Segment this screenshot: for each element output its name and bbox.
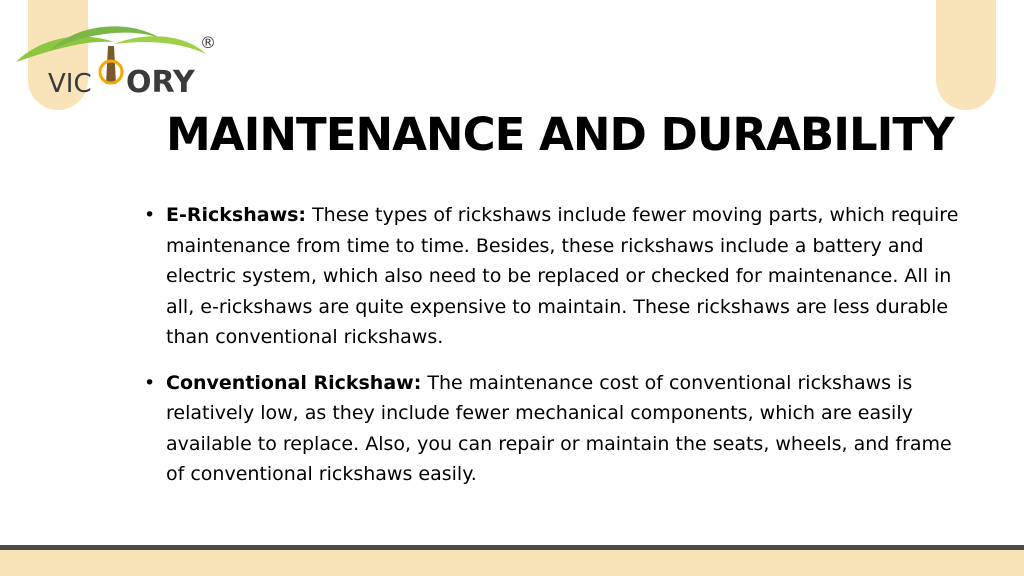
logo-registered-mark: ®: [200, 33, 216, 52]
bottom-accent-band: [0, 550, 1024, 576]
logo-trunk: [106, 46, 116, 84]
bullet-dot: •: [144, 371, 156, 394]
victory-logo: [10, 20, 225, 100]
bullet-item-conventional-rickshaw: [144, 368, 974, 490]
logo-leaf-right: [114, 36, 206, 54]
bullet-text: The maintenance cost of conventional rickshaws is relatively low, as they include fewer mechanical components, which are easily available to replace. Also, you can repair or maintain the seats, wheels, and frame of conventional rickshaws easily.: [166, 371, 952, 485]
bullet-item-e-rickshaws: [144, 200, 974, 353]
bullet-term: Conventional Rickshaw:: [166, 371, 422, 394]
logo-text-prefix: VIC: [48, 69, 92, 99]
bullet-text: These types of rickshaws include fewer moving parts, which require maintenance from time to time. Besides, these rickshaws include a battery and electric system, which also need to be replaced or checked for maintenance. All in all, e-rickshaws are quite expensive to maintain. These rickshaws are less durable than conventional rickshaws.: [166, 204, 959, 348]
bullet-term: E-Rickshaws:: [166, 204, 307, 226]
bullet-list: [144, 200, 974, 505]
decorative-pill-right: [936, 0, 996, 110]
logo-text-suffix: ORY: [126, 65, 195, 100]
bullet-dot: •: [144, 204, 156, 226]
slide-title: MAINTENANCE AND DURABILITY: [166, 108, 954, 161]
